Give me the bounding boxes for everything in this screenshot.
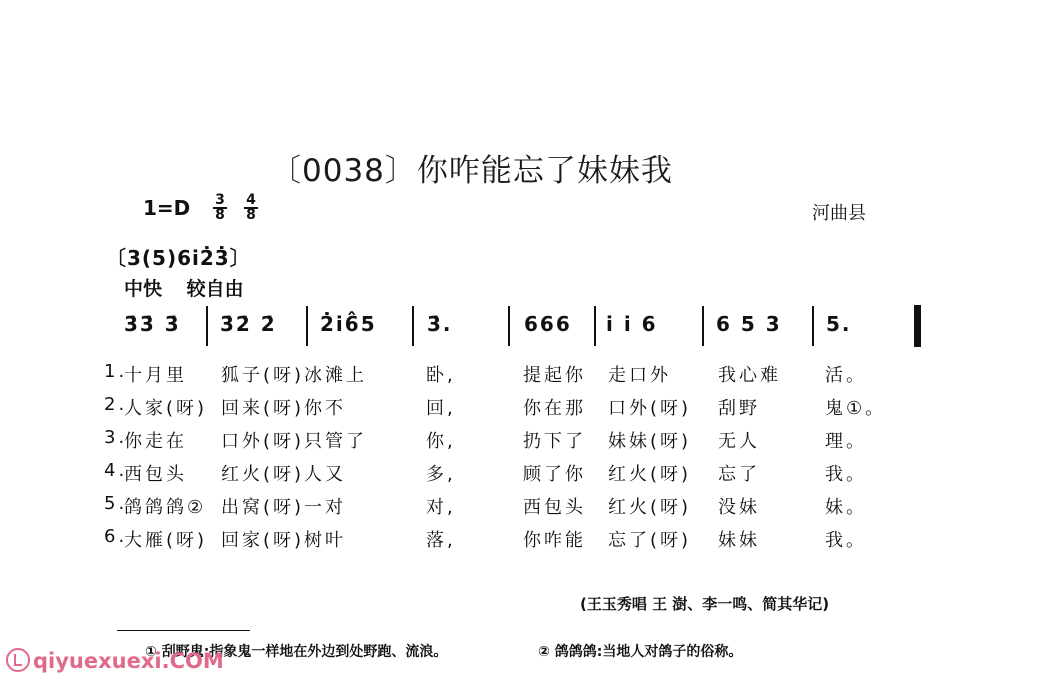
measure-8: 5. — [826, 312, 852, 336]
lyric-segment: 我心难 — [718, 365, 781, 386]
lyric-segment: 妹。 — [825, 497, 867, 518]
intro-notes: 〔3(5)6i2̇3̇〕 — [106, 246, 251, 270]
measure-2: 3̇2̇ 2̇ — [220, 312, 277, 336]
verse-line — [0, 460, 1064, 486]
lyric-segment: 你, — [426, 431, 456, 452]
lyric-segment: 多, — [426, 464, 456, 485]
verse-number: 4. — [104, 460, 128, 481]
lyric-segment: 无人 — [718, 431, 760, 452]
song-title: 〔0038〕你咋能忘了妹妹我 — [270, 153, 673, 189]
lyric-segment: 鸽鸽鸽② — [124, 497, 207, 518]
lyric-segment: 落, — [426, 530, 456, 551]
melody-line — [0, 312, 1064, 348]
verse-number: 5. — [104, 493, 128, 514]
lyric-segment: 口外(呀) — [608, 398, 692, 419]
region-label: 河曲县 — [812, 203, 866, 224]
lyric-segment: 十月里 — [124, 365, 187, 386]
lyric-segment: 红火(呀) — [608, 497, 692, 518]
music-note-icon — [6, 648, 30, 672]
lyric-segment: 忘了 — [718, 464, 760, 485]
lyric-segment: 我。 — [825, 530, 867, 551]
lyric-segment: 人家(呀) — [124, 398, 208, 419]
lyric-segment: 大雁(呀) — [124, 530, 208, 551]
lyric-segment: 你在那 — [523, 398, 586, 419]
measure-3: 2̇i6̂5 — [320, 312, 377, 336]
verse-line — [0, 526, 1064, 552]
lyric-segment: 忘了(呀) — [608, 530, 692, 551]
lyric-segment: 顾了你 — [523, 464, 586, 485]
verse-line — [0, 493, 1064, 519]
lyric-segment: 走口外 — [608, 365, 671, 386]
lyric-segment: 狐子(呀)冰滩上 — [221, 365, 368, 386]
verse-number: 2. — [104, 394, 128, 415]
lyric-segment: 红火(呀) — [608, 464, 692, 485]
lyric-segment: 妹妹 — [718, 530, 760, 551]
measure-1: 3̇3̇ 3̇ — [124, 312, 181, 336]
lyric-segment: 口外(呀)只管了 — [221, 431, 368, 452]
key-signature: 1=D — [143, 196, 191, 220]
lyric-segment: 活。 — [825, 365, 867, 386]
barline — [702, 306, 704, 346]
lyric-segment: 西包头 — [523, 497, 586, 518]
barline — [812, 306, 814, 346]
lyric-segment: 扔下了 — [523, 431, 586, 452]
meter-numerator: 3 — [215, 192, 225, 208]
lyric-segment: 回来(呀)你不 — [221, 398, 347, 419]
verse-number: 3. — [104, 427, 128, 448]
barline — [206, 306, 208, 346]
verse-line — [0, 394, 1064, 420]
time-signature-4-8 — [243, 194, 259, 222]
lyric-segment: 你咋能 — [523, 530, 586, 551]
time-signature-3-8 — [212, 194, 228, 222]
barline — [508, 306, 510, 346]
verse-number: 6. — [104, 526, 128, 547]
tempo-marking: 中快 较自由 — [124, 278, 244, 300]
lyric-segment: 西包头 — [124, 464, 187, 485]
footnote-1: ① 刮野鬼:指象鬼一样地在外边到处野跑、流浪。 — [145, 644, 448, 660]
verse-number: 1. — [104, 361, 128, 382]
lyric-segment: 妹妹(呀) — [608, 431, 692, 452]
lyric-segment: 你走在 — [124, 431, 187, 452]
verse-line — [0, 427, 1064, 453]
measure-5: 666 — [524, 312, 572, 336]
lyric-segment: 回, — [426, 398, 456, 419]
lyric-segment: 红火(呀)人又 — [221, 464, 347, 485]
lyric-segment: 卧, — [426, 365, 456, 386]
lyric-segment: 我。 — [825, 464, 867, 485]
lyric-segment: 提起你 — [523, 365, 586, 386]
lyric-segment: 对, — [426, 497, 456, 518]
meter-denominator: 8 — [246, 207, 256, 223]
barline — [594, 306, 596, 346]
final-barline — [914, 305, 921, 347]
lyric-segment: 出窝(呀)一对 — [221, 497, 347, 518]
footnote-divider — [117, 630, 250, 631]
credit-line: (王玉秀唱 王 澍、李一鸣、简其华记) — [580, 595, 830, 613]
footnote-2: ② 鸽鸽鸽:当地人对鸽子的俗称。 — [538, 644, 743, 660]
verse-line — [0, 361, 1064, 387]
meter-numerator: 4 — [246, 192, 256, 208]
lyric-segment: 鬼①。 — [825, 398, 887, 419]
lyric-segment: 理。 — [825, 431, 867, 452]
watermark-text: qiyuexuexi.COM — [33, 649, 224, 673]
lyric-segment: 回家(呀)树叶 — [221, 530, 347, 551]
meter-denominator: 8 — [215, 207, 225, 223]
lyric-segment: 没妹 — [718, 497, 760, 518]
measure-4: 3̇. — [427, 312, 453, 336]
lyric-segment: 刮野 — [718, 398, 760, 419]
site-watermark — [6, 648, 224, 673]
barline — [306, 306, 308, 346]
measure-7: 6 5 3 — [716, 312, 782, 336]
barline — [412, 306, 414, 346]
measure-6: i i 6 — [606, 312, 658, 336]
